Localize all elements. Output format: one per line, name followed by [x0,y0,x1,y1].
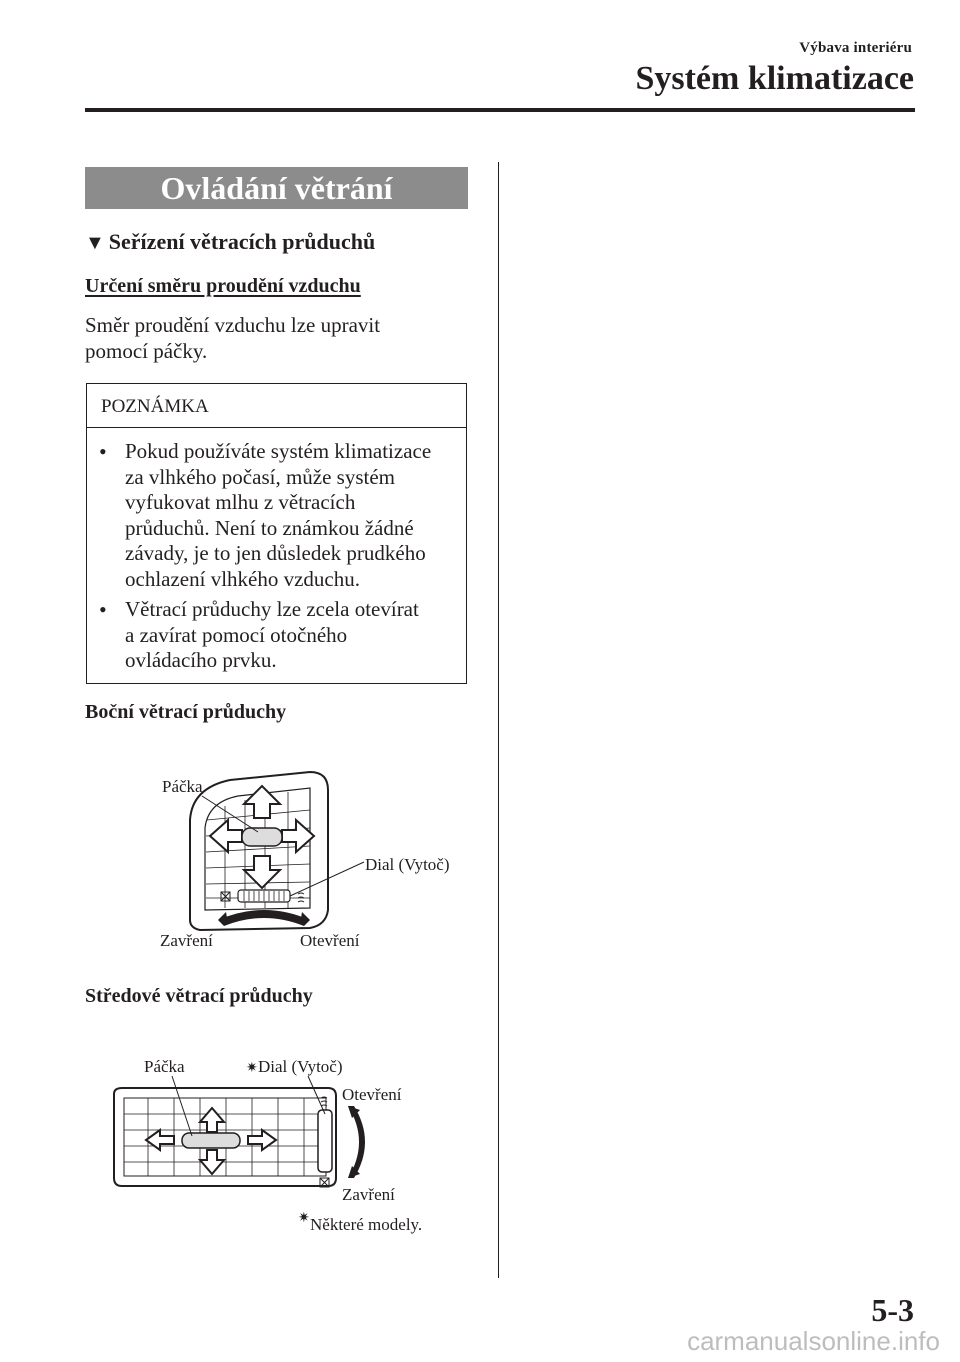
bullet-icon: • [99,597,107,622]
note-item [99,597,453,674]
label-lever: Páčka [144,1057,185,1076]
note-line: a zavírat pomocí otočného [125,622,348,647]
leader-lines [172,1076,325,1136]
label-lever: Páčka [162,777,203,796]
note-line: ochlazení vlhkého vzduchu. [125,566,360,591]
footnote: Některé modely. [310,1215,423,1234]
note-line: vyfukovat mlhu z větracích [125,490,356,514]
label-open: Otevření [342,1085,402,1104]
note-line: Pokud používáte systém klimatizace [125,439,432,463]
rotation-arc [348,1106,365,1178]
side-vents-heading: Boční větrací průduchy [85,701,287,723]
side-vent-illustration [150,760,480,960]
header-rule [85,108,915,112]
arrow-left-icon [210,820,242,852]
center-vent-illustration [100,1038,460,1243]
dial [318,1110,332,1172]
column-divider [498,162,499,1278]
note-line: Větrací průduchy lze zcela otevírat [125,597,419,621]
body-text [85,312,485,364]
label-close: Zavření [342,1185,395,1204]
body-line: pomocí páčky. [85,339,208,363]
label-dial: Dial (Vytoč) [365,855,450,874]
note-line: za vlhkého počasí, může systém [125,464,396,489]
rotation-arc [218,910,310,926]
note-line: průduchů. Není to známkou žádné [125,515,414,540]
section-banner: Ovládání větrání [85,167,468,209]
watermark: carmanualsonline.info [687,1326,940,1356]
label-dial: Dial (Vytoč) [258,1057,343,1076]
note-line: závady, je to jen důsledek prudkého [125,541,426,565]
page-number: 5-3 [871,1292,914,1328]
lever [182,1133,240,1148]
note-item [99,439,453,592]
note-title: POZNÁMKA [101,396,209,417]
arrow-up-icon [200,1108,224,1132]
note-item-text [125,597,419,674]
label-close: Zavření [160,931,213,950]
open-icon [298,893,304,894]
center-vents-heading: Středové větrací průduchy [85,985,313,1007]
arrow-down-icon [200,1150,224,1174]
subheading [85,229,375,255]
note-line: ovládacího prvku. [125,648,277,672]
asterisk-icon: ✷ [298,1211,310,1226]
header-title: Systém klimatizace [635,60,914,97]
label-open: Otevření [300,931,360,950]
bullet-icon: • [99,439,107,464]
header-section: Výbava interiéru [799,40,912,56]
lever [242,828,282,846]
arrow-left-icon [146,1130,174,1150]
asterisk-icon: ✷ [246,1061,258,1076]
underlined-heading: Určení směru proudění vzduchu [85,275,361,297]
subheading-text: Seřízení větracích průduchů [108,229,376,254]
triangle-down-icon: ▼ [85,232,105,254]
note-item-text [125,439,431,592]
note-box [86,383,467,684]
body-line: Směr proudění vzduchu lze upravit [85,313,381,337]
note-divider [87,427,466,428]
